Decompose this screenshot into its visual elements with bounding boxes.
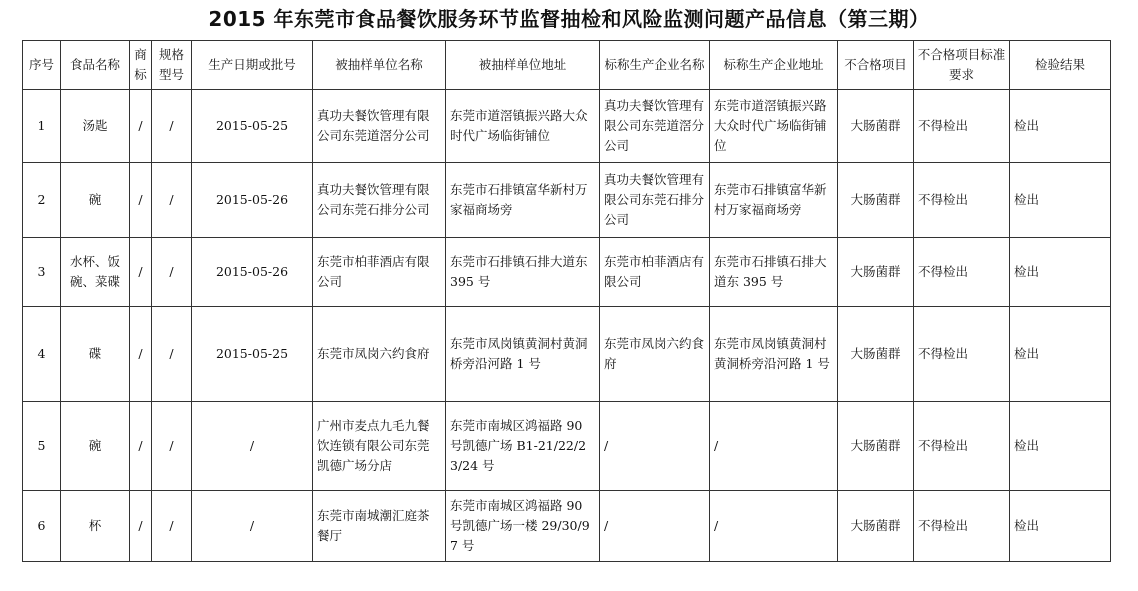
cell-food-name: 碗 xyxy=(61,402,130,491)
cell-food-name: 碗 xyxy=(61,163,130,238)
cell-manufacturer: 东莞市柏菲酒店有限公司 xyxy=(600,238,710,307)
cell-manufacturer: / xyxy=(600,491,710,562)
cell-standard: 不得检出 xyxy=(914,90,1010,163)
cell-production-date: 2015-05-25 xyxy=(192,307,313,402)
table-row xyxy=(23,90,1111,163)
header-sampled-unit: 被抽样单位名称 xyxy=(313,41,446,90)
cell-standard: 不得检出 xyxy=(914,238,1010,307)
cell-food-name: 杯 xyxy=(61,491,130,562)
problem-products-table xyxy=(22,40,1111,562)
cell-sampled-unit: 广州市麦点九毛九餐饮连锁有限公司东莞凯德广场分店 xyxy=(313,402,446,491)
cell-production-date: 2015-05-26 xyxy=(192,238,313,307)
cell-brand: / xyxy=(130,238,152,307)
header-standard: 不合格项目标准要求 xyxy=(914,41,1010,90)
cell-brand: / xyxy=(130,307,152,402)
cell-sampled-unit: 东莞市凤岗六约食府 xyxy=(313,307,446,402)
header-sampled-unit-address: 被抽样单位地址 xyxy=(446,41,600,90)
cell-food-name: 水杯、饭碗、菜碟 xyxy=(61,238,130,307)
cell-failed-item: 大肠菌群 xyxy=(838,491,914,562)
header-spec: 规格型号 xyxy=(152,41,192,90)
cell-no: 4 xyxy=(23,307,61,402)
cell-result: 检出 xyxy=(1010,90,1111,163)
table-row xyxy=(23,163,1111,238)
cell-no: 3 xyxy=(23,238,61,307)
cell-spec: / xyxy=(152,90,192,163)
cell-failed-item: 大肠菌群 xyxy=(838,307,914,402)
cell-sampled-unit: 真功夫餐饮管理有限公司东莞道滘分公司 xyxy=(313,90,446,163)
cell-standard: 不得检出 xyxy=(914,307,1010,402)
header-no: 序号 xyxy=(23,41,61,90)
cell-spec: / xyxy=(152,491,192,562)
cell-production-date: / xyxy=(192,491,313,562)
cell-spec: / xyxy=(152,402,192,491)
cell-manufacturer-address: 东莞市石排镇富华新村万家福商场旁 xyxy=(710,163,838,238)
page-title: 2015 年东莞市食品餐饮服务环节监督抽检和风险监测问题产品信息（第三期） xyxy=(208,7,930,31)
cell-standard: 不得检出 xyxy=(914,491,1010,562)
cell-sampled-unit-address: 东莞市石排镇富华新村万家福商场旁 xyxy=(446,163,600,238)
cell-sampled-unit: 东莞市南城潮汇庭茶餐厅 xyxy=(313,491,446,562)
cell-no: 2 xyxy=(23,163,61,238)
header-manufacturer: 标称生产企业名称 xyxy=(600,41,710,90)
cell-failed-item: 大肠菌群 xyxy=(838,402,914,491)
cell-sampled-unit: 东莞市柏菲酒店有限公司 xyxy=(313,238,446,307)
cell-no: 1 xyxy=(23,90,61,163)
cell-manufacturer: / xyxy=(600,402,710,491)
cell-sampled-unit-address: 东莞市道滘镇振兴路大众时代广场临街铺位 xyxy=(446,90,600,163)
cell-sampled-unit-address: 东莞市石排镇石排大道东 395 号 xyxy=(446,238,600,307)
cell-spec: / xyxy=(152,163,192,238)
table-row xyxy=(23,491,1111,562)
cell-manufacturer: 东莞市凤岗六约食府 xyxy=(600,307,710,402)
cell-brand: / xyxy=(130,90,152,163)
cell-sampled-unit-address: 东莞市南城区鸿福路 90 号凯德广场 B1-21/22/23/24 号 xyxy=(446,402,600,491)
table-row xyxy=(23,307,1111,402)
table-row xyxy=(23,402,1111,491)
cell-manufacturer-address: 东莞市凤岗镇黄洞村黄洞桥旁沿河路 1 号 xyxy=(710,307,838,402)
cell-brand: / xyxy=(130,402,152,491)
cell-production-date: 2015-05-26 xyxy=(192,163,313,238)
cell-no: 6 xyxy=(23,491,61,562)
header-manufacturer-address: 标称生产企业地址 xyxy=(710,41,838,90)
cell-failed-item: 大肠菌群 xyxy=(838,163,914,238)
cell-sampled-unit-address: 东莞市凤岗镇黄洞村黄洞桥旁沿河路 1 号 xyxy=(446,307,600,402)
cell-manufacturer-address: 东莞市石排镇石排大道东 395 号 xyxy=(710,238,838,307)
cell-result: 检出 xyxy=(1010,402,1111,491)
header-brand: 商标 xyxy=(130,41,152,90)
cell-production-date: / xyxy=(192,402,313,491)
header-result: 检验结果 xyxy=(1010,41,1111,90)
cell-result: 检出 xyxy=(1010,163,1111,238)
cell-standard: 不得检出 xyxy=(914,163,1010,238)
header-failed-item: 不合格项目 xyxy=(838,41,914,90)
table-header-row xyxy=(23,41,1111,90)
cell-manufacturer: 真功夫餐饮管理有限公司东莞道滘分公司 xyxy=(600,90,710,163)
cell-sampled-unit-address: 东莞市南城区鸿福路 90 号凯德广场一楼 29/30/97 号 xyxy=(446,491,600,562)
cell-sampled-unit: 真功夫餐饮管理有限公司东莞石排分公司 xyxy=(313,163,446,238)
cell-failed-item: 大肠菌群 xyxy=(838,90,914,163)
cell-brand: / xyxy=(130,491,152,562)
cell-spec: / xyxy=(152,238,192,307)
cell-production-date: 2015-05-25 xyxy=(192,90,313,163)
cell-brand: / xyxy=(130,163,152,238)
cell-manufacturer-address: 东莞市道滘镇振兴路大众时代广场临街铺位 xyxy=(710,90,838,163)
cell-food-name: 汤匙 xyxy=(61,90,130,163)
cell-manufacturer-address: / xyxy=(710,491,838,562)
cell-result: 检出 xyxy=(1010,491,1111,562)
cell-standard: 不得检出 xyxy=(914,402,1010,491)
header-food-name: 食品名称 xyxy=(61,41,130,90)
cell-spec: / xyxy=(152,307,192,402)
cell-result: 检出 xyxy=(1010,307,1111,402)
cell-manufacturer: 真功夫餐饮管理有限公司东莞石排分公司 xyxy=(600,163,710,238)
cell-failed-item: 大肠菌群 xyxy=(838,238,914,307)
cell-result: 检出 xyxy=(1010,238,1111,307)
table-row xyxy=(23,238,1111,307)
cell-no: 5 xyxy=(23,402,61,491)
cell-food-name: 碟 xyxy=(61,307,130,402)
header-production-date: 生产日期或批号 xyxy=(192,41,313,90)
cell-manufacturer-address: / xyxy=(710,402,838,491)
